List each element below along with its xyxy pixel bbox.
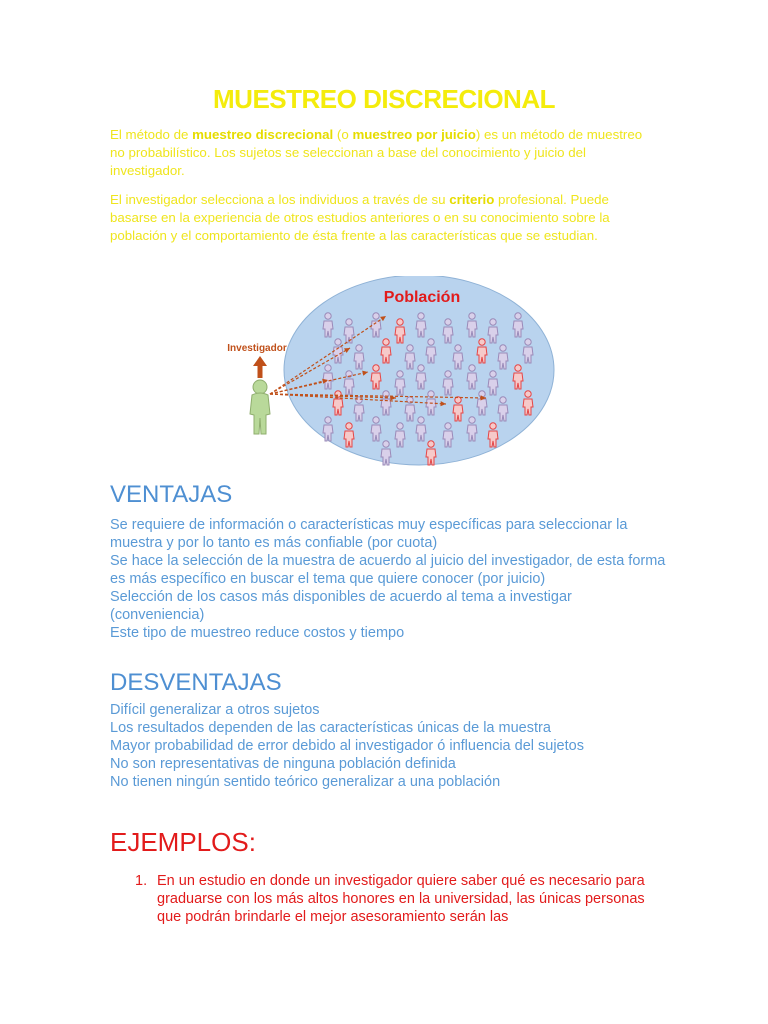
person-icon: [443, 319, 453, 343]
text-run: profesional. Puede basarse en la experiencia de otros estudios anteriores o en su conocimiento sobre la población y el comportamiento de ésta frente a las características que se estudian.: [110, 192, 610, 243]
intro-paragraph-1: [110, 126, 658, 180]
selected-person-icon: [523, 391, 533, 415]
person-icon: [443, 371, 453, 395]
person-icon: [426, 339, 436, 363]
person-icon: [395, 423, 405, 447]
list-item: [135, 872, 655, 926]
person-icon: [498, 345, 508, 369]
selected-person-icon: [381, 339, 391, 363]
list-item: Difícil generalizar a otros sujetos: [110, 702, 320, 718]
text-run: ) es un método de muestreo no probabilístico. Los sujetos se seleccionan a base del conocimiento y juicio del investigador.: [110, 127, 643, 178]
person-icon: [453, 345, 463, 369]
intro-paragraph-2: [110, 191, 658, 245]
person-icon: [416, 313, 426, 337]
text-run: (o: [333, 127, 353, 142]
ejemplos-heading: EJEMPLOS:: [110, 827, 256, 857]
bold-term: muestreo discrecional: [192, 127, 334, 142]
up-arrow-icon: [253, 356, 267, 378]
person-icon: [323, 365, 333, 389]
ejemplos-list: [135, 872, 655, 926]
selected-person-icon: [426, 441, 436, 465]
person-icon: [477, 391, 487, 415]
text-run: El investigador selecciona a los individuos a través de su: [110, 192, 450, 207]
person-icon: [323, 417, 333, 441]
person-icon: [354, 345, 364, 369]
list-number: 1.: [135, 873, 148, 889]
person-icon: [381, 391, 391, 415]
investigator-figure: [250, 380, 270, 434]
list-item: Se hace la selección de la muestra de acuerdo al juicio del investigador, de esta forma es más específico en buscar el tema que quiere conocer (por juicio): [110, 553, 666, 587]
text-run: El método de: [110, 127, 193, 142]
person-icon: [416, 417, 426, 441]
selected-person-icon: [344, 423, 354, 447]
sampling-diagram: [200, 276, 560, 474]
person-icon: [395, 371, 405, 395]
desventajas-heading: DESVENTAJAS: [110, 669, 282, 696]
person-icon: [416, 365, 426, 389]
desventajas-list: [110, 701, 670, 791]
person-icon: [467, 417, 477, 441]
person-icon: [498, 397, 508, 421]
list-text: En un estudio en donde un investigador quiere saber qué es necesario para graduarse con los más altos honores en la universidad, las únicas personas que podrán brindarle el mejor asesoramiento serán las: [157, 873, 645, 925]
person-icon: [488, 319, 498, 343]
person-icon: [371, 313, 381, 337]
person-icon: [523, 339, 533, 363]
person-icon: [405, 397, 415, 421]
list-item: No son representativas de ninguna población definida: [110, 756, 456, 772]
list-item: Selección de los casos más disponibles de acuerdo al tema a investigar (conveniencia): [110, 589, 572, 623]
person-icon: [467, 365, 477, 389]
person-icon: [443, 423, 453, 447]
person-icon: [344, 371, 354, 395]
person-icon: [344, 319, 354, 343]
list-item: Este tipo de muestreo reduce costos y tiempo: [110, 625, 405, 641]
selected-person-icon: [477, 339, 487, 363]
selected-person-icon: [333, 391, 343, 415]
bold-term: criterio: [449, 192, 495, 207]
bold-term: muestreo por juicio: [352, 127, 476, 142]
person-icon: [405, 345, 415, 369]
person-icon: [323, 313, 333, 337]
ventajas-list: [110, 516, 670, 642]
person-icon: [371, 417, 381, 441]
list-item: No tienen ningún sentido teórico generalizar a una población: [110, 774, 501, 790]
list-item: Los resultados dependen de las características únicas de la muestra: [110, 720, 551, 736]
person-icon: [513, 313, 523, 337]
list-item: Mayor probabilidad de error debido al investigador ó influencia del sujetos: [110, 738, 584, 754]
selected-person-icon: [395, 319, 405, 343]
selected-person-icon: [488, 423, 498, 447]
selected-person-icon: [453, 397, 463, 421]
person-icon: [354, 397, 364, 421]
population-label: Población: [383, 289, 461, 306]
person-icon: [467, 313, 477, 337]
investigator-label: Investigador: [227, 343, 287, 354]
selected-person-icon: [513, 365, 523, 389]
selected-person-icon: [371, 365, 381, 389]
ventajas-heading: VENTAJAS: [110, 481, 233, 508]
page-title: MUESTREO DISCRECIONAL: [213, 84, 555, 114]
person-icon: [381, 441, 391, 465]
list-item: Se requiere de información o características muy específicas para seleccionar la muestra y por lo tanto es más confiable (por cuota): [110, 517, 628, 551]
person-icon: [488, 371, 498, 395]
